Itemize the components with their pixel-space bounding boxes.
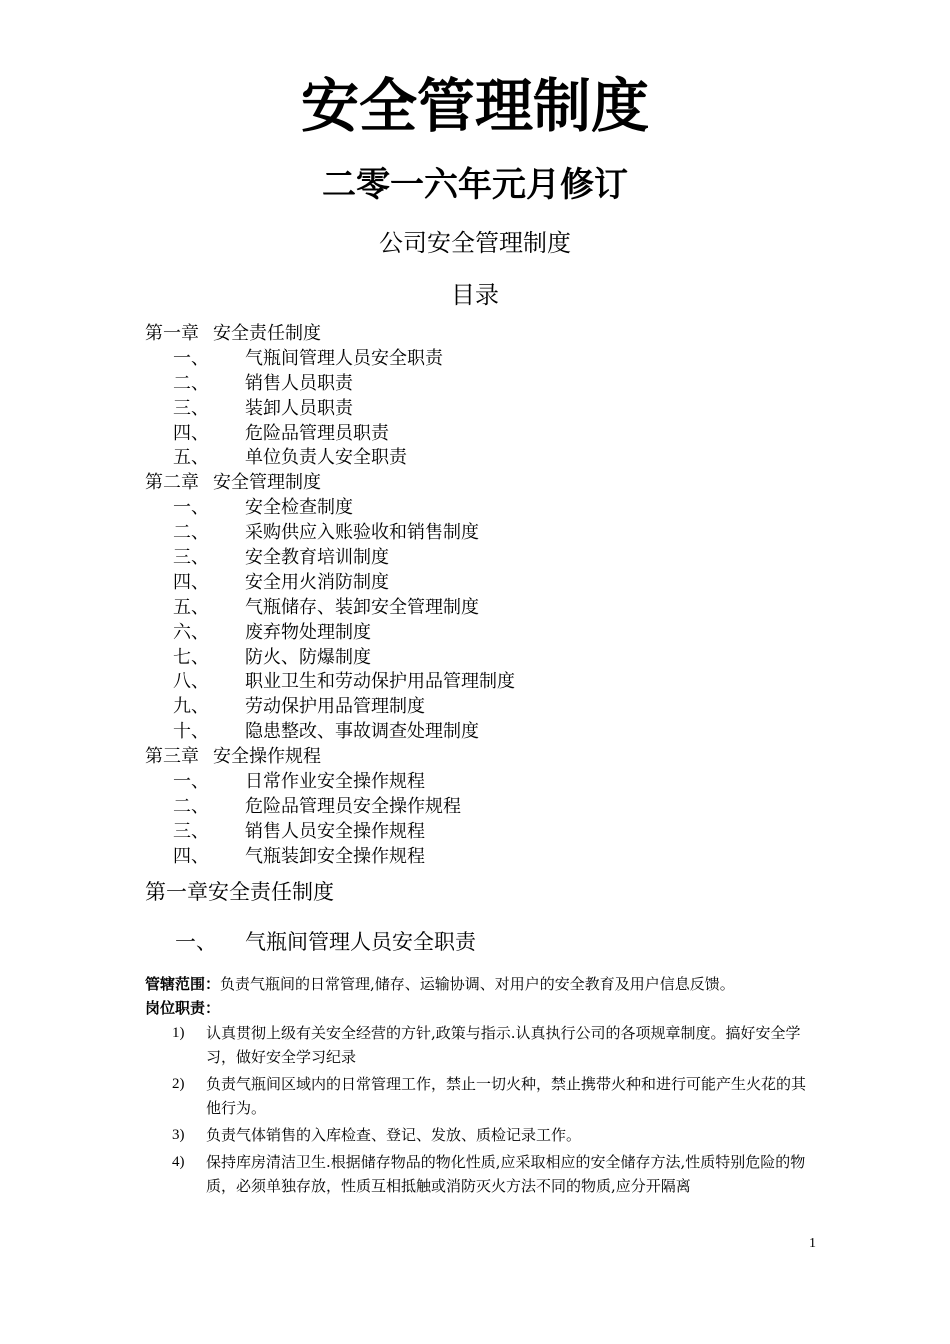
toc-chapter [145,745,845,770]
document-name: 公司安全管理制度 [379,229,571,257]
toc-item-number: 一、 [173,347,209,369]
document-title: 安全管理制度 [300,72,649,140]
scope-label: 管辖范围： [145,975,221,993]
toc-item-number: 五、 [173,447,209,469]
section-number: 一、 [175,930,217,954]
toc-item-number: 二、 [173,372,209,394]
toc-chapter [145,322,845,347]
toc-item-label: 安全用火消防制度 [245,571,389,593]
toc-item-label: 销售人员职责 [245,372,353,394]
toc-chapter-title: 安全管理制度 [213,472,321,494]
scope-paragraph [145,972,815,996]
toc-item-label: 安全教育培训制度 [245,547,389,569]
toc-item-label: 安全检查制度 [245,497,353,519]
toc-item-number: 一、 [173,497,209,519]
chapter-heading: 第一章安全责任制度 [145,880,334,904]
toc-item-number: 四、 [173,845,209,867]
toc-item-label: 废弃物处理制度 [245,621,371,643]
list-item [145,1072,825,1120]
toc-chapter-title: 安全责任制度 [213,323,321,344]
toc-item-label: 危险品管理员职责 [245,422,389,444]
toc-item-number: 五、 [173,596,209,618]
toc-item-number: 八、 [173,671,209,693]
toc-item-label: 职业卫生和劳动保护用品管理制度 [245,671,515,693]
toc-item-label: 单位负责人安全职责 [245,447,407,469]
toc-item-label: 气瓶装卸安全操作规程 [245,845,425,867]
toc-chapter-title: 安全操作规程 [213,746,321,768]
list-item [145,1021,825,1069]
toc-item [145,670,845,695]
list-item-text: 负责气体销售的入库检查、登记、发放、质检记录工作。 [206,1126,582,1144]
toc-item-label: 装卸人员职责 [245,397,353,419]
duties-heading [145,996,815,1020]
toc-item-label: 危险品管理员安全操作规程 [245,795,461,817]
list-item-number: 2) [172,1076,185,1092]
toc-item-number: 七、 [173,646,209,668]
toc-item [145,820,845,845]
section-heading [175,926,476,958]
toc-item [145,845,845,870]
list-item-text: 负责气瓶间区域内的日常管理工作，禁止一切火种，禁止携带火种和进行可能产生火花的其他行为。 [206,1075,807,1117]
toc-item-number: 二、 [173,795,209,817]
toc-chapter-number: 第二章 [145,472,199,494]
toc-item [145,795,845,820]
list-item [145,1150,825,1198]
toc-item-label: 销售人员安全操作规程 [245,820,425,842]
toc-item [145,546,845,571]
toc-chapter [145,471,845,496]
section-title: 气瓶间管理人员安全职责 [245,930,476,954]
toc-item [145,596,845,621]
toc-item [145,646,845,671]
toc-item-label: 日常作业安全操作规程 [245,771,425,793]
toc-chapter-number: 第三章 [145,746,199,768]
toc-item-label: 防火、防爆制度 [245,646,371,668]
duties-label: 岗位职责： [145,999,221,1017]
table-of-contents [145,322,845,870]
toc-item [145,770,845,795]
toc-item [145,521,845,546]
list-item-number: 3) [172,1127,185,1143]
toc-item [145,571,845,596]
toc-item [145,397,845,422]
toc-item [145,720,845,745]
toc-item-number: 二、 [173,522,209,544]
toc-item [145,347,845,372]
toc-item [145,372,845,397]
toc-item-number: 六、 [173,621,209,643]
list-item-text: 保持库房清洁卫生.根据储存物品的物化性质,应采取相应的安全储存方法,性质特别危险的物质，必须单独存放，性质互相抵触或消防灭火方法不同的物质,应分开隔离 [206,1153,806,1195]
toc-item-label: 气瓶储存、装卸安全管理制度 [245,596,479,618]
list-item-number: 1) [172,1025,185,1041]
toc-item-number: 四、 [173,422,209,444]
toc-item-number: 三、 [173,820,209,842]
list-item [145,1123,825,1147]
toc-item-label: 气瓶间管理人员安全职责 [245,347,443,369]
toc-item [145,496,845,521]
toc-item-label: 采购供应入账验收和销售制度 [245,522,479,544]
page-number: 1 [809,1236,816,1251]
toc-heading: 目录 [451,281,499,309]
toc-item-number: 四、 [173,571,209,593]
toc-item [145,422,845,447]
toc-item-number: 三、 [173,397,209,419]
duties-list [145,1021,825,1201]
document-revision: 二零一六年元月修订 [322,165,628,205]
toc-chapter-number: 第一章 [145,323,199,344]
list-item-text: 认真贯彻上级有关安全经营的方针,政策与指示.认真执行公司的各项规章制度。搞好安全学习，做好安全学习纪录 [206,1024,801,1066]
toc-item-label: 劳动保护用品管理制度 [245,696,425,718]
toc-item-label: 隐患整改、事故调查处理制度 [245,721,479,743]
toc-item [145,621,845,646]
toc-item-number: 十、 [173,721,209,743]
toc-item-number: 一、 [173,771,209,793]
toc-item [145,446,845,471]
list-item-number: 4) [172,1154,185,1170]
toc-item [145,695,845,720]
toc-item-number: 九、 [173,696,209,718]
toc-item-number: 三、 [173,547,209,569]
scope-text: 负责气瓶间的日常管理,储存、运输协调、对用户的安全教育及用户信息反馈。 [220,975,735,993]
